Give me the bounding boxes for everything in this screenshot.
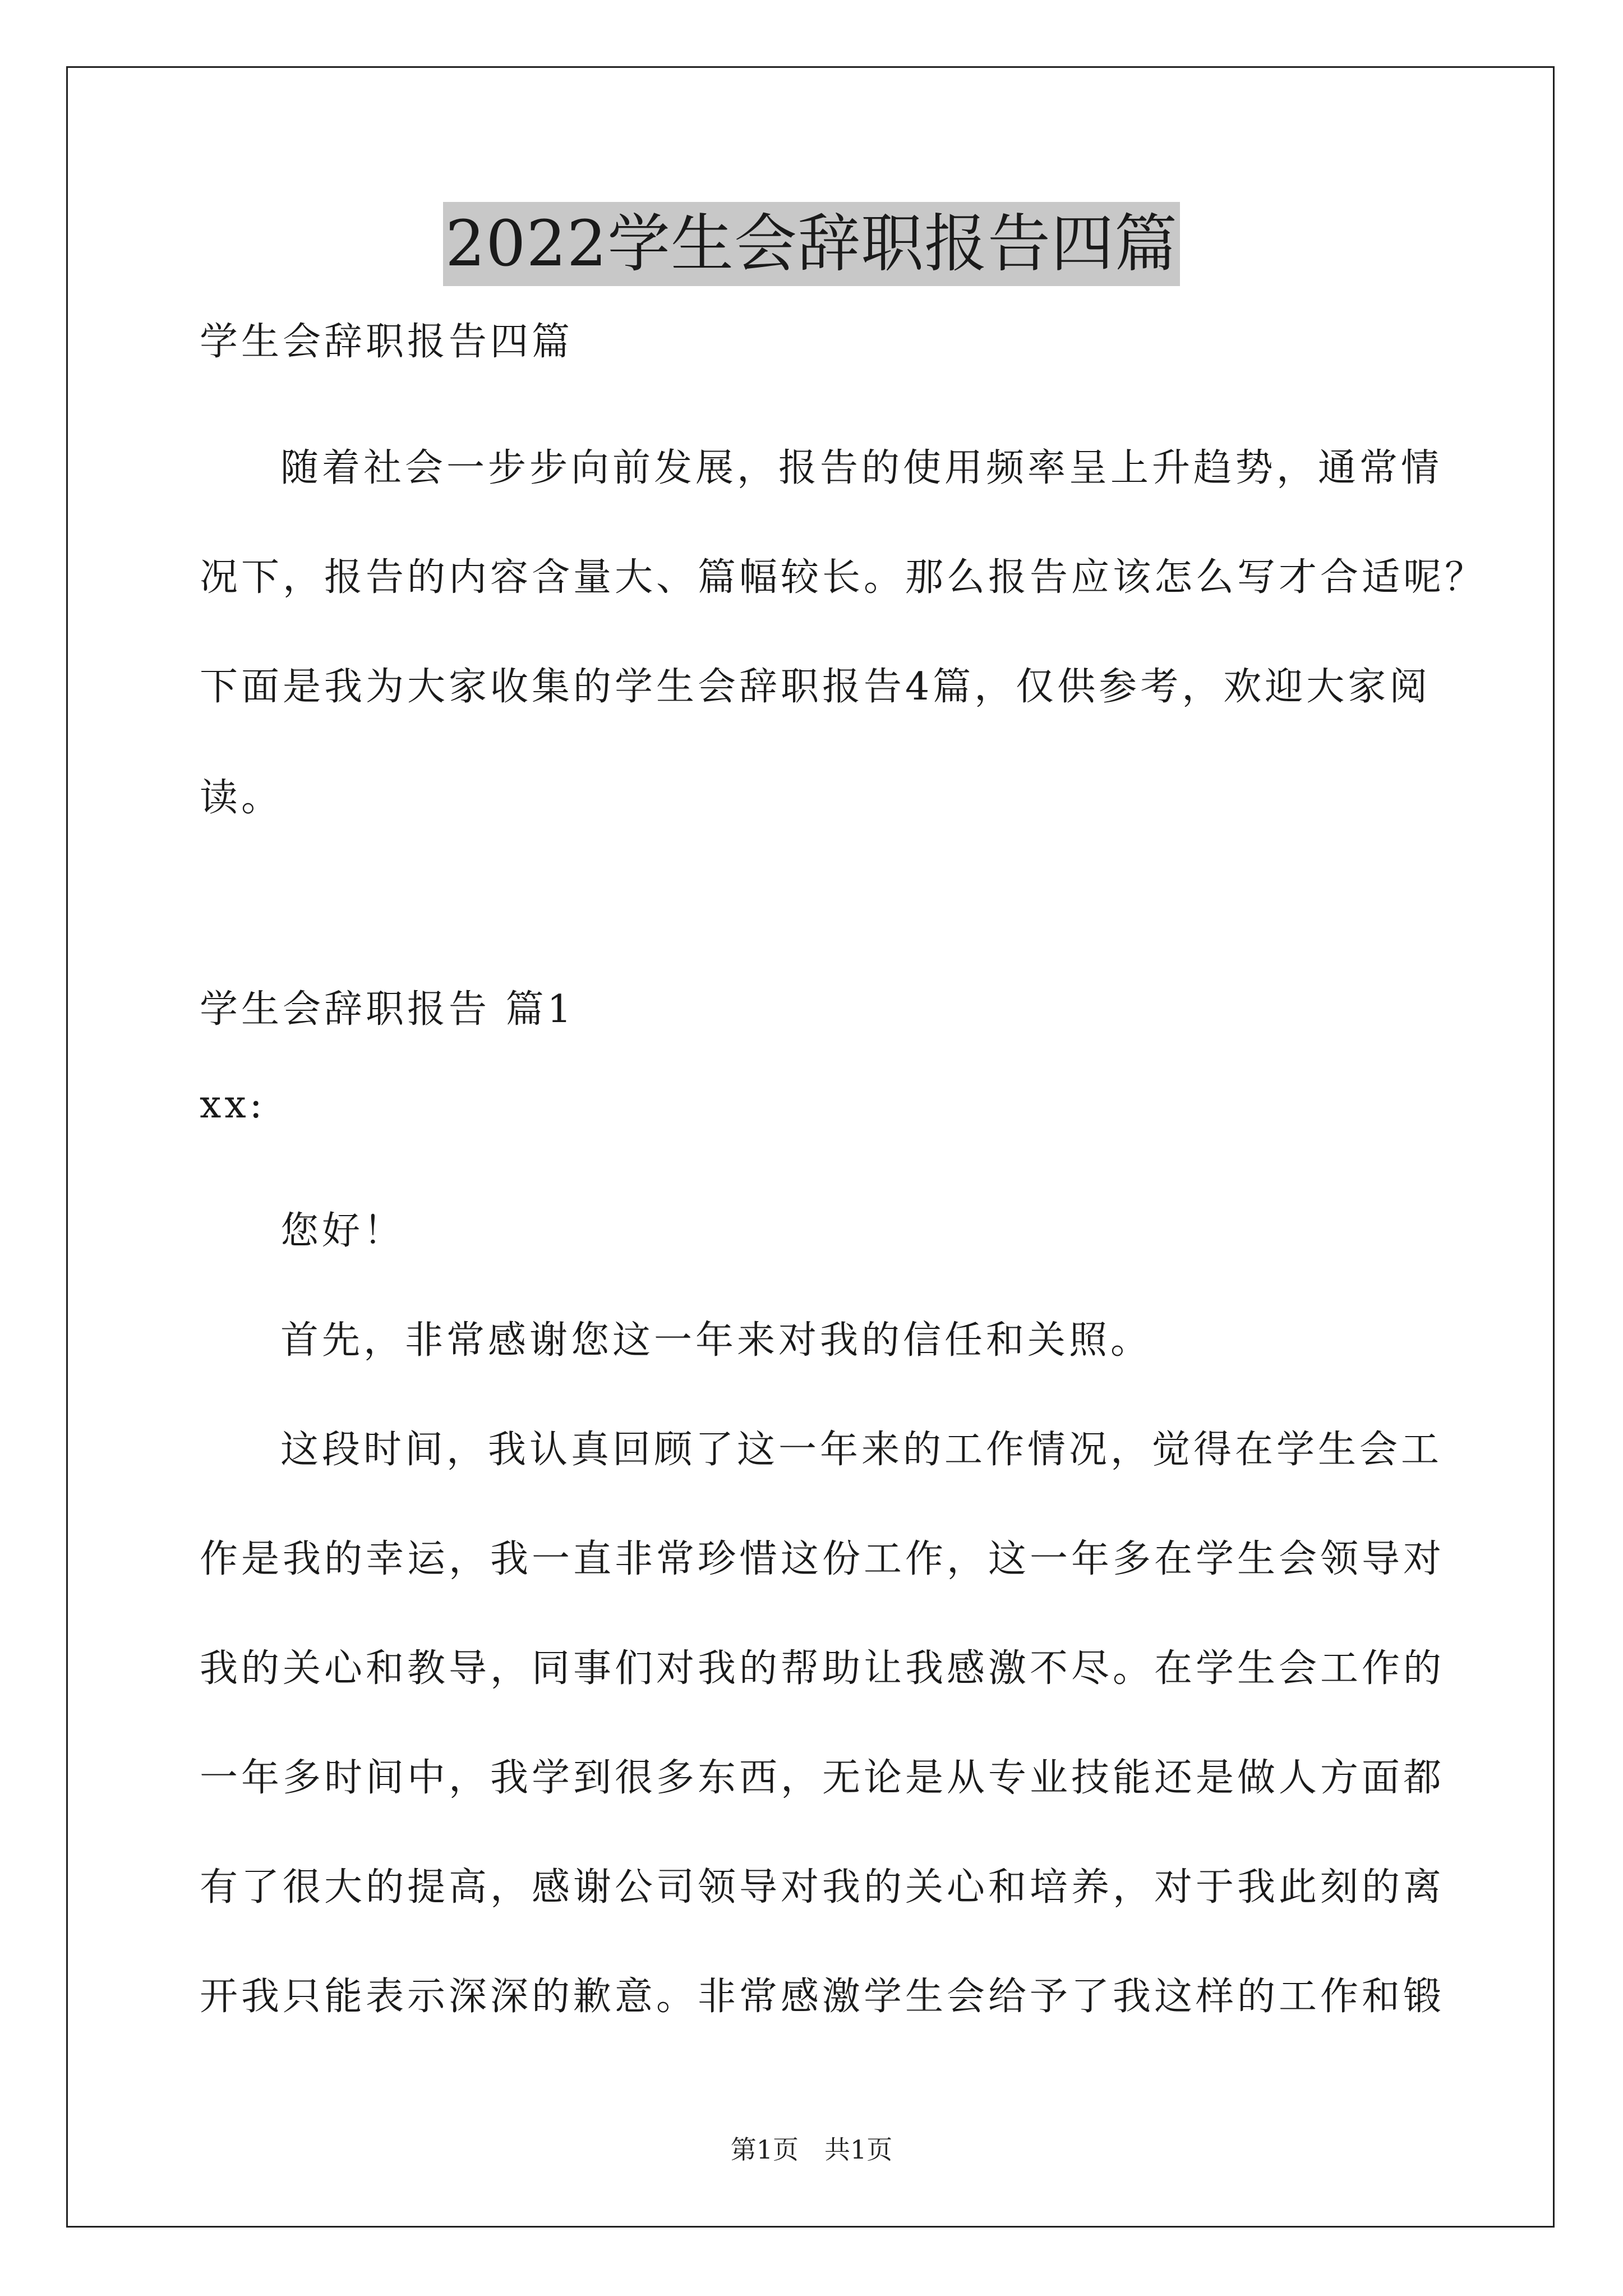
paragraph-line: 作是我的幸运，我一直非常珍惜这份工作，这一年多在学生会领导对 (200, 1537, 1445, 1581)
paragraph-line: 读。 (200, 776, 283, 820)
greeting: 您好！ (280, 1209, 405, 1253)
paragraph-line: 开我只能表示深深的歉意。非常感激学生会给予了我这样的工作和锻 (200, 1975, 1445, 2019)
paragraph-line: 首先，非常感谢您这一年来对我的信任和关照。 (280, 1318, 1152, 1363)
title-container (0, 202, 1623, 286)
paragraph-line: 这段时间，我认真回顾了这一年来的工作情况，觉得在学生会工 (280, 1428, 1443, 1472)
subtitle-line: 学生会辞职报告四篇 (200, 320, 574, 364)
paragraph-line: 有了很大的提高，感谢公司领导对我的关心和培养，对于我此刻的离 (200, 1865, 1445, 1910)
salutation: xx: (200, 1083, 266, 1127)
document-title: 2022学生会辞职报告四篇 (443, 202, 1180, 286)
section-heading: 学生会辞职报告 篇1 (200, 987, 575, 1032)
paragraph-line: 下面是我为大家收集的学生会辞职报告4篇，仅供参考，欢迎大家阅 (200, 665, 1431, 709)
paragraph-line: 我的关心和教导，同事们对我的帮助让我感激不尽。在学生会工作的 (200, 1646, 1445, 1691)
paragraph-line: 一年多时间中，我学到很多东西，无论是从专业技能还是做人方面都 (200, 1756, 1445, 1800)
page-footer: 第1页 共1页 (730, 2134, 893, 2165)
paragraph-line: 况下，报告的内容含量大、篇幅较长。那么报告应该怎么写才合适呢？ (200, 555, 1487, 600)
paragraph-line: 随着社会一步步向前发展，报告的使用频率呈上升趋势，通常情 (280, 446, 1443, 490)
